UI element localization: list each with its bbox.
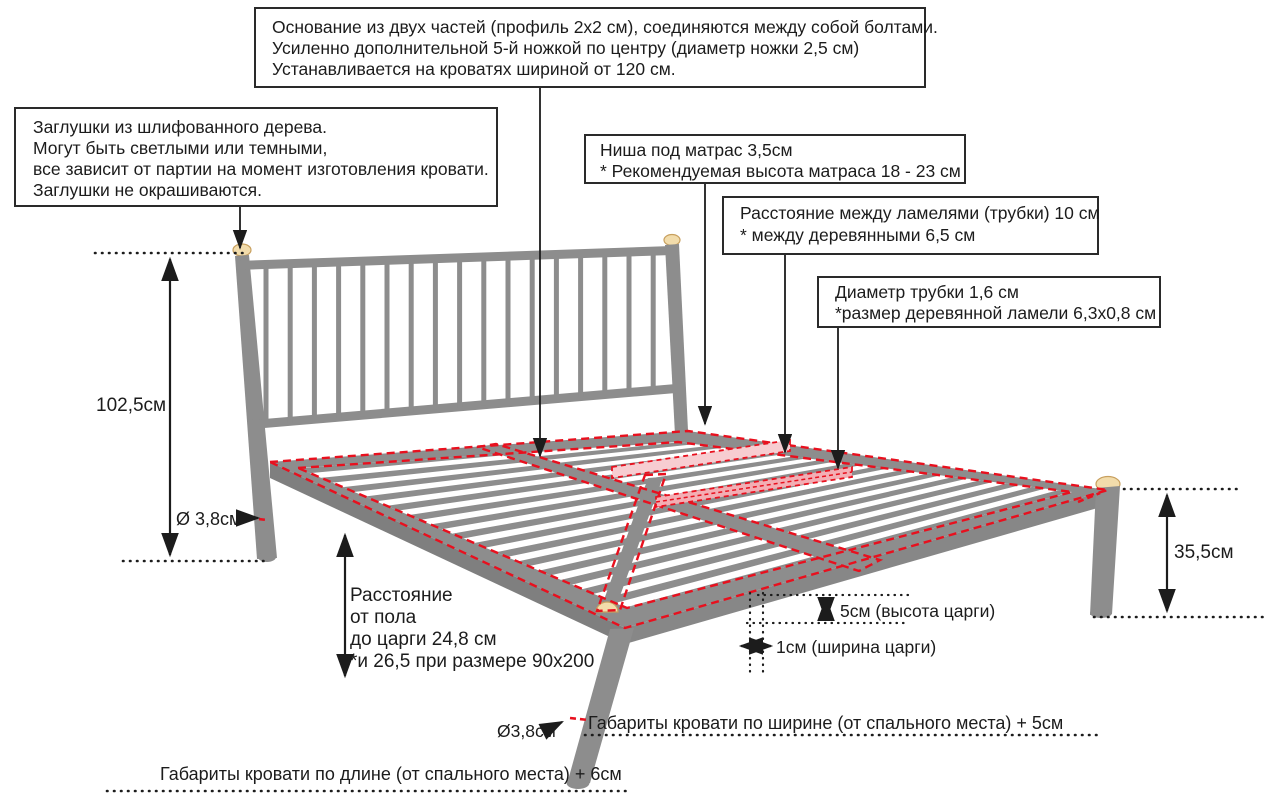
base-frame-line2: Усиленно дополнительной 5-й ножкой по центру (диаметр ножки 2,5 см) xyxy=(272,38,860,58)
callout-lamel-spacing xyxy=(723,197,1100,254)
label-overall-width: Габариты кровати по ширине (от спального места) + 5см xyxy=(588,713,1064,733)
lamel-spacing-line1: Расстояние между ламелями (трубки) 10 см xyxy=(740,203,1100,223)
base-frame-line3: Устанавливается на кроватях шириной от 120 см. xyxy=(272,59,676,79)
mattress-niche-line2: * Рекомендуемая высота матраса 18 - 23 см xyxy=(600,161,961,181)
label-headboard-height: 102,5см xyxy=(96,395,167,416)
floor-to-rail-line4: *и 26,5 при размере 90х200 xyxy=(350,651,595,672)
plugs-line3: все зависит от партии на момент изготовления кровати. xyxy=(33,159,489,179)
rear-leg-foot xyxy=(258,552,276,562)
label-rear-leg-diameter: Ø 3,8см xyxy=(176,509,242,529)
plugs-line2: Могут быть светлыми или темными, xyxy=(33,138,328,158)
label-foot-height: 35,5см xyxy=(1174,542,1234,563)
callout-plugs xyxy=(15,108,497,206)
callout-base-frame xyxy=(255,8,938,87)
tube-diameter-line1: Диаметр трубки 1,6 см xyxy=(835,282,1019,302)
plugs-line1: Заглушки из шлифованного дерева. xyxy=(33,117,328,137)
label-front-leg-diameter: Ø3,8см xyxy=(497,721,556,741)
wood-plug-right-post xyxy=(664,235,680,246)
mattress-niche-line1: Ниша под матрас 3,5см xyxy=(600,140,793,160)
floor-to-rail-line3: до царги 24,8 см xyxy=(350,629,497,650)
tube-diameter-line2: *размер деревянной ламели 6,3х0,8 см xyxy=(835,303,1157,323)
label-rail-height: 5см (высота царги) xyxy=(840,601,996,621)
callout-tube-diameter xyxy=(818,277,1160,327)
floor-to-rail-line1: Расстояние xyxy=(350,585,453,606)
floor-to-rail-line2: от пола xyxy=(350,607,417,628)
lamel-spacing-line2: * между деревянными 6,5 см xyxy=(740,225,976,245)
callout-mattress-niche xyxy=(585,135,965,183)
label-overall-length: Габариты кровати по длине (от спального места) + 6см xyxy=(160,764,622,784)
plugs-line4: Заглушки не окрашиваются. xyxy=(33,180,263,200)
label-rail-width: 1см (ширина царги) xyxy=(776,637,937,657)
base-frame-line1: Основание из двух частей (профиль 2х2 см), соединяются между собой болтами. xyxy=(272,17,938,37)
